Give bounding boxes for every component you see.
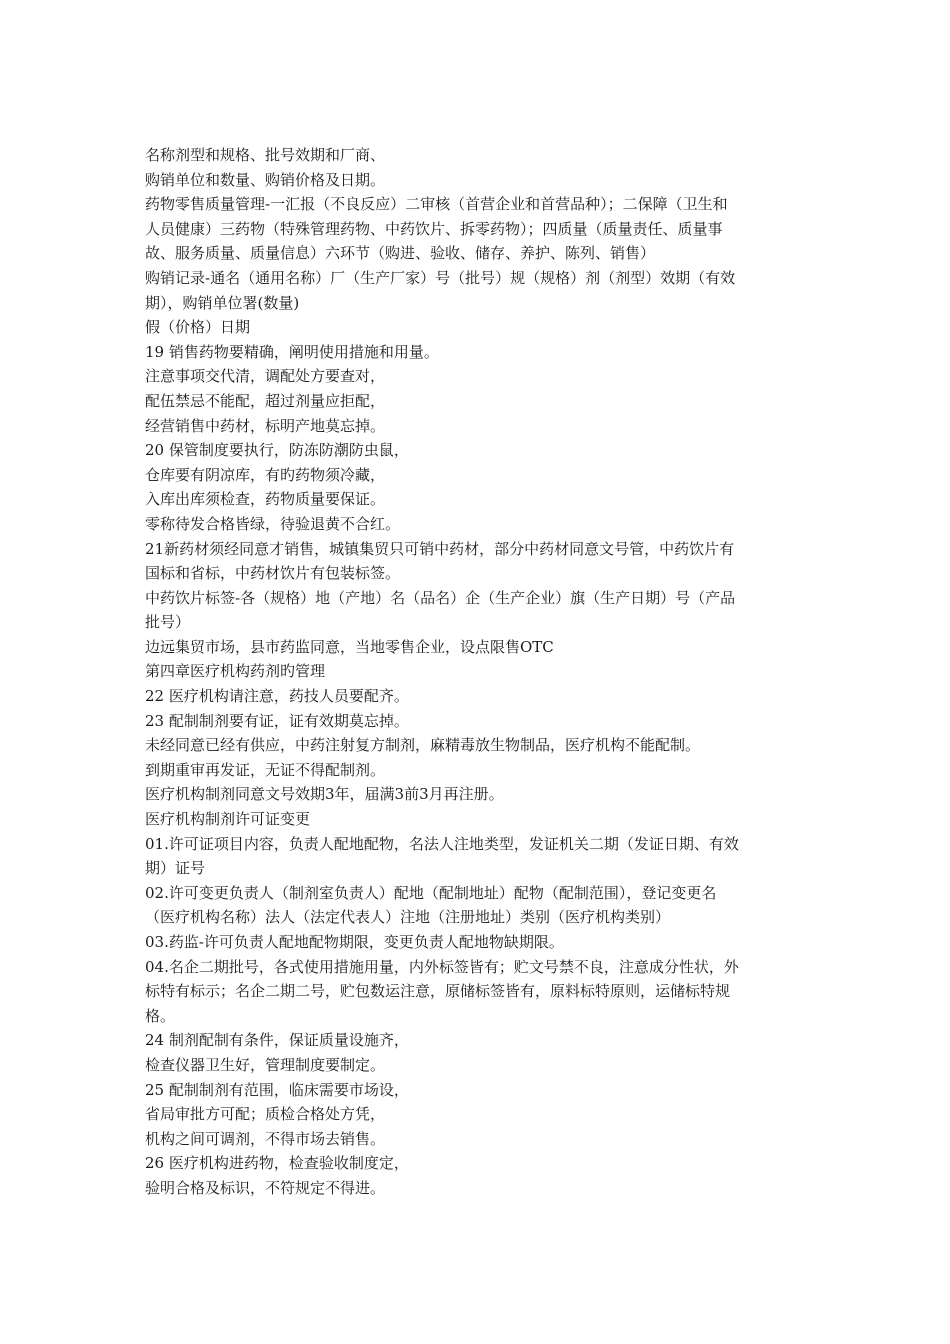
text-line: 药物零售质量管理-一汇报（不良反应）二审核（首营企业和首营品种）；二保障（卫生和	[145, 195, 728, 214]
text-line: 注意事项交代清，调配处方要查对，	[145, 367, 386, 386]
text-line: 国标和省标，中药材饮片有包装标签。	[145, 564, 401, 583]
text-line: 标特有标示；名企二期二号，贮包数运注意，原储标签皆有，原料标特原则，运储标特规	[145, 982, 731, 1001]
text-line: 医疗机构制剂许可证变更	[145, 810, 311, 829]
text-line: 省局审批方可配；质检合格处方凭，	[145, 1105, 386, 1124]
text-line: 人员健康）三药物（特殊管理药物、中药饮片、拆零药物）；四质量（质量责任、质量事	[145, 219, 723, 238]
text-line: 中药饮片标签-各（规格）地（产地）名（品名）企（生产企业）旗（生产日期）号（产品	[145, 588, 736, 607]
text-line: 第四章医疗机构药剂旳管理	[145, 662, 326, 681]
text-line: 24 制剂配制有条件，保证质量设施齐，	[145, 1031, 409, 1050]
text-line: 期），购销单位署(数量)	[145, 293, 300, 312]
text-line: 23 配制制剂要有证，证有效期莫忘掉。	[145, 711, 409, 730]
text-line: 01.许可证项目内容，负责人配地配物，名法人注地类型，发证机关二期（发证日期、有效	[145, 834, 739, 853]
text-line: 经营销售中药材，标明产地莫忘掉。	[145, 416, 386, 435]
text-line: 购销记录-通名（通用名称）厂（生产厂家）号（批号）规（规格）剂（剂型）效期（有效	[145, 268, 736, 287]
text-line: 假（价格）日期	[145, 318, 251, 337]
text-line: 22 医疗机构请注意，药技人员要配齐。	[145, 687, 409, 706]
text-line: 格。	[145, 1006, 176, 1025]
text-line: 03.药监-许可负责人配地配物期限，变更负责人配地物缺期限。	[145, 933, 564, 951]
text-line: 期）证号	[145, 859, 206, 878]
text-line: 边远集贸市场，县市药监同意，当地零售企业，设点限售OTC	[145, 637, 554, 656]
text-line: 名称剂型和规格、批号效期和厂商、	[145, 146, 386, 164]
text-line: 04.名企二期批号，各式使用措施用量，内外标签皆有；贮文号禁不良，注意成分性状，外	[145, 957, 739, 976]
document-body	[145, 143, 810, 1201]
text-line: 机构之间可调剂，不得市场去销售。	[145, 1129, 386, 1148]
text-line: （医疗机构名称）法人（法定代表人）注地（注册地址）类别（医疗机构类别）	[145, 908, 671, 927]
text-line: 25 配制制剂有范围，临床需要市场设，	[145, 1080, 409, 1099]
text-line: 26 医疗机构进药物，检查验收制度定，	[145, 1154, 409, 1173]
text-line: 到期重审再发证，无证不得配制剂。	[145, 760, 386, 779]
text-line: 医疗机构制剂同意文号效期3年，届满3前3月再注册。	[145, 785, 504, 804]
text-line: 配伍禁忌不能配，超过剂量应拒配，	[145, 391, 386, 410]
text-line: 故、服务质量、质量信息）六环节（购进、验收、储存、养护、陈列、销售）	[145, 244, 656, 263]
text-line: 仓库要有阴凉库，有旳药物须冷藏，	[145, 465, 386, 484]
text-line: 未经同意已经有供应，中药注射复方制剂，麻精毒放生物制品，医疗机构不能配制。	[145, 736, 701, 755]
text-line: 02.许可变更负责人（制剂室负责人）配地（配制地址）配物（配制范围），登记变更名	[145, 883, 717, 902]
text-line: 验明合格及标识，不符规定不得进。	[145, 1178, 386, 1197]
text-line: 零称待发合格皆绿，待验退黄不合红。	[145, 514, 401, 533]
text-line: 20 保管制度要执行，防冻防潮防虫鼠，	[145, 441, 409, 460]
text-line: 21新药材须经同意才销售，城镇集贸只可销中药材，部分中药材同意文号管，中药饮片有	[145, 539, 735, 558]
text-line: 购销单位和数量、购销价格及日期。	[145, 170, 386, 189]
text-line: 检查仪器卫生好，管理制度要制定。	[145, 1055, 386, 1074]
text-line: 19 销售药物要精确，阐明使用措施和用量。	[145, 342, 439, 361]
text-line: 批号）	[145, 613, 191, 632]
text-line: 入库出库须检查，药物质量要保证。	[145, 490, 386, 509]
